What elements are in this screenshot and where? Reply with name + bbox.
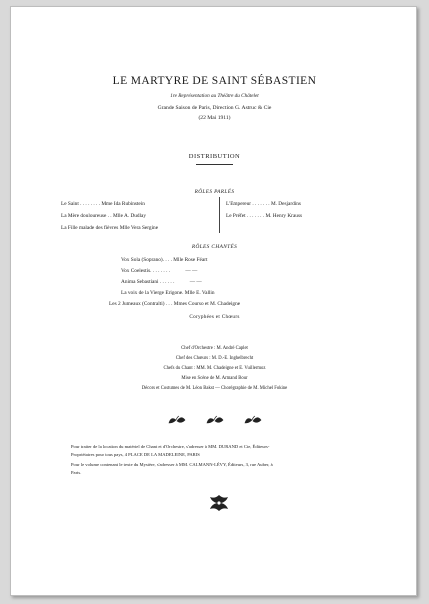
actor-name: Mmes Courso et M. Chadeigne xyxy=(173,301,241,307)
role-name: La Mère douloureuse . . xyxy=(61,213,112,219)
publisher-note: Propriétaires pour tous pays, 4 PLACE DE LA MADELEINE, PARIS xyxy=(71,452,200,457)
role-name: Le Préfet . . . . . . . xyxy=(226,213,265,219)
cast-row xyxy=(121,268,197,274)
cast-row xyxy=(121,279,202,285)
page-title: LE MARTYRE DE SAINT SÉBASTIEN xyxy=(112,75,317,87)
leaf-ornament-icon xyxy=(243,415,263,425)
premiere-line: 1re Représentation au Théâtre du Châtelet xyxy=(170,93,259,99)
actor-name: Mme Ida Rubinstein xyxy=(101,201,145,207)
crew-line: Décors et Costumes de M. Léon Bakst — Chorégraphie de M. Michel Fokine xyxy=(141,386,288,391)
cast-row xyxy=(61,225,158,231)
sung-roles-heading: RÔLES CHANTÉS xyxy=(191,244,238,250)
cast-row xyxy=(226,201,301,207)
ornament-row xyxy=(11,415,418,425)
cast-row xyxy=(109,301,240,307)
role-name: La voix de la Vierge Erigone. xyxy=(121,290,184,296)
crew-line: Chef d'Orchestre : M. André Caplet xyxy=(181,346,248,351)
cast-row xyxy=(226,213,302,219)
leaf-ornament-icon xyxy=(167,415,187,425)
spoken-roles-heading: RÔLES PARLÉS xyxy=(194,189,235,195)
role-name: Le Saint . . . . . . . . xyxy=(61,201,100,207)
cast-row xyxy=(61,201,145,207)
column-divider xyxy=(219,197,220,233)
cast-row xyxy=(121,290,215,296)
actor-name: M. Henry Krauss xyxy=(265,213,303,219)
role-name: Vox Sola (Soprano). . . . xyxy=(121,257,172,263)
floral-vignette-icon xyxy=(207,493,231,513)
publisher-note: Pour le volume contenant le texte du Mystère, s'adresser à MM. CALMANN-LÉVY, Éditeurs, 3, rue Auber, à xyxy=(71,462,273,467)
date-line: (22 Mai 1911) xyxy=(198,115,231,121)
role-name: Anima Sebastiani . . . . . . xyxy=(121,279,175,285)
role-name: Les 2 Jumeaux (Contralti) . . . xyxy=(109,301,173,307)
cast-row xyxy=(121,257,207,263)
role-name: Vox Coelestis. . . . . . . . xyxy=(121,268,171,274)
actor-name: M. Desjardins xyxy=(270,201,301,207)
actor-name: Mlle A. Dudlay xyxy=(112,213,147,219)
leaf-ornament-icon xyxy=(205,415,225,425)
role-name: L'Empereur . . . . . . . xyxy=(226,201,270,207)
crew-line: Mise en Scène de M. Armand Bour xyxy=(181,376,248,381)
actor-name: Mlle Rose Féart xyxy=(173,257,208,263)
publisher-note: Pour traiter de la location du matériel de Chant et d'Orchestre, s'adresser à MM. DURAND et Cie, Éditeurs- xyxy=(71,444,270,449)
choirs-line: Coryphées et Chœurs xyxy=(189,314,240,320)
role-name: La Fille malade des fièvres xyxy=(61,225,119,231)
crew-line: Chefs du Chant : MM. M. Chadeigne et E. Vuillermoz xyxy=(163,366,266,371)
crew-line: Chef des Chœurs : M. D.-E. Inghelbrecht xyxy=(175,356,254,361)
document-page xyxy=(10,6,417,596)
publisher-note: Paris. xyxy=(71,470,82,475)
actor-name: — — xyxy=(185,268,198,274)
actor-name: Mlle Vera Sergine xyxy=(119,225,159,231)
heading-rule xyxy=(196,164,233,165)
season-line: Grande Saison de Paris, Direction G. Astruc & Cie xyxy=(157,105,272,111)
cast-row xyxy=(61,213,146,219)
distribution-heading: DISTRIBUTION xyxy=(188,153,241,160)
actor-name: — — xyxy=(189,279,202,285)
actor-name: Mlle E. Vallin xyxy=(184,290,215,296)
